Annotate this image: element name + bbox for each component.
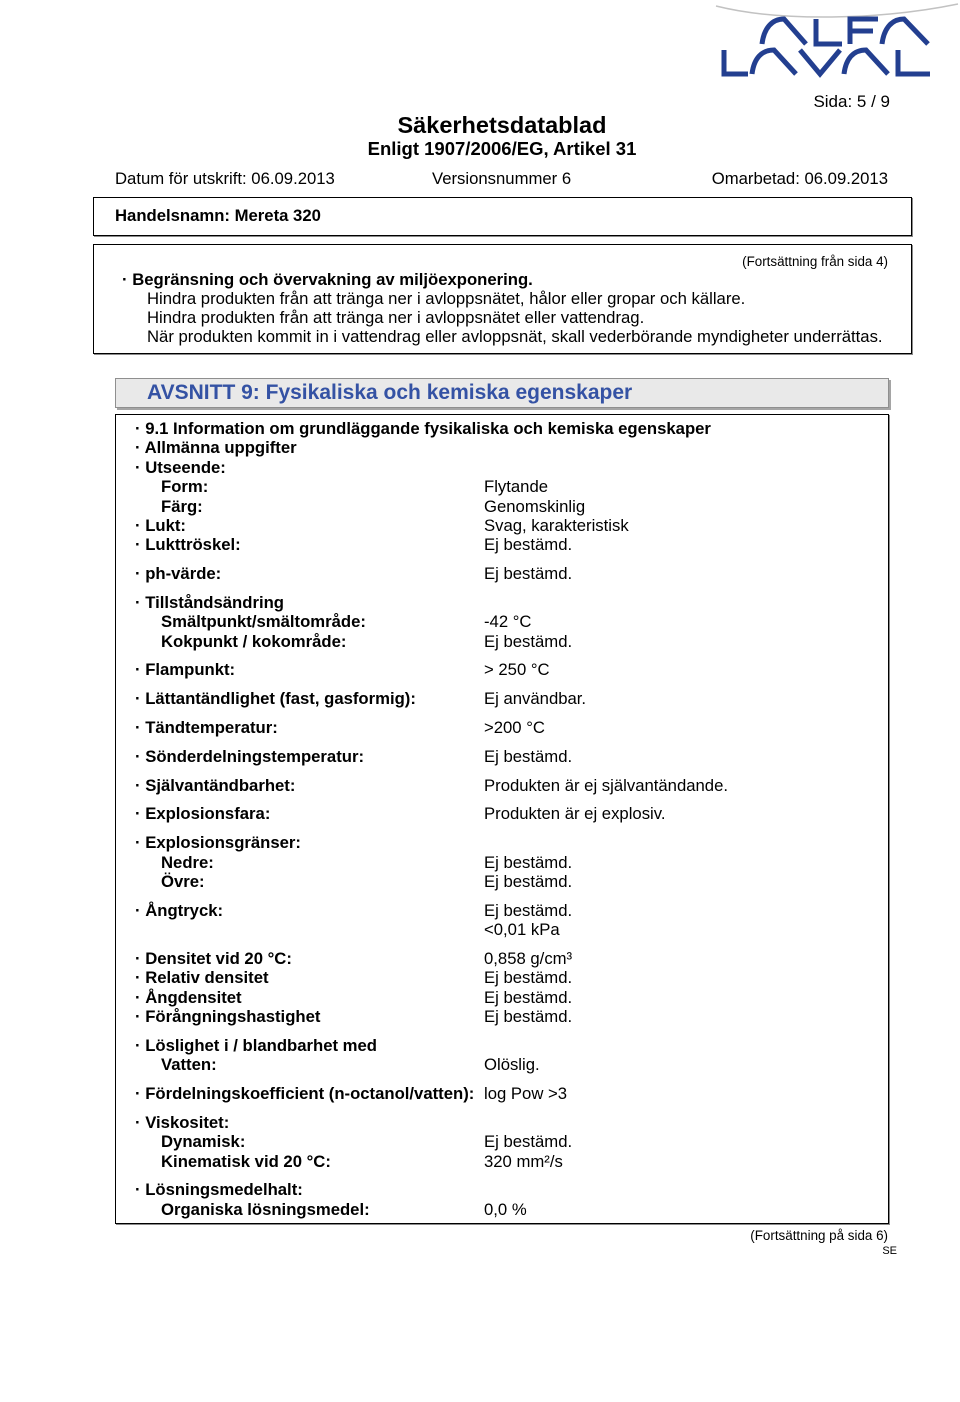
property-value: Ej bestämd. bbox=[484, 746, 573, 766]
property-value: Ej bestämd. bbox=[484, 900, 573, 920]
property-row bbox=[116, 1200, 888, 1219]
page-number: Sida: 5 / 9 bbox=[813, 92, 890, 111]
property-row bbox=[116, 1007, 888, 1026]
revised-date: Omarbetad: 06.09.2013 bbox=[711, 169, 888, 188]
property-row bbox=[116, 1036, 888, 1055]
property-label: Färg: bbox=[161, 496, 203, 516]
property-label: Smältpunkt/smältområde: bbox=[161, 612, 366, 632]
property-row bbox=[116, 872, 888, 891]
property-label: Dynamisk: bbox=[161, 1132, 246, 1152]
property-value: 0,858 g/cm³ bbox=[484, 948, 573, 968]
property-label: Form: bbox=[161, 477, 209, 497]
property-value: log Pow >3 bbox=[484, 1084, 568, 1104]
property-value: 320 mm²/s bbox=[484, 1151, 563, 1171]
property-value: > 250 °C bbox=[484, 660, 550, 680]
property-row bbox=[116, 477, 888, 496]
property-label: · Explosionsfara: bbox=[135, 804, 271, 824]
property-row bbox=[116, 593, 888, 612]
property-label: · Tändtemperatur: bbox=[135, 718, 278, 738]
property-value: Ej bestämd. bbox=[484, 631, 573, 651]
property-row bbox=[116, 564, 888, 583]
property-row bbox=[116, 497, 888, 516]
property-label: · Utseende: bbox=[135, 457, 226, 477]
property-value: Ej bestämd. bbox=[484, 1132, 573, 1152]
property-value: >200 °C bbox=[484, 718, 545, 738]
section-title: AVSNITT 9: Fysikaliska och kemiska egenskaper bbox=[147, 381, 633, 404]
property-value: Ej bestämd. bbox=[484, 987, 573, 1007]
property-row bbox=[116, 1055, 888, 1074]
logo-swoosh bbox=[716, 4, 958, 17]
property-value: Produkten är ej explosiv. bbox=[484, 804, 666, 824]
property-value: Svag, karakteristisk bbox=[484, 515, 629, 535]
continued-to-note: (Fortsättning på sida 6) bbox=[750, 1228, 888, 1243]
property-row bbox=[116, 833, 888, 852]
property-row bbox=[116, 776, 888, 795]
property-value: Olöslig. bbox=[484, 1055, 540, 1075]
property-value: <0,01 kPa bbox=[484, 920, 560, 940]
document-subtitle: Enligt 1907/2006/EG, Artikel 31 bbox=[367, 138, 637, 159]
property-row bbox=[116, 660, 888, 679]
property-label: · Viskositet: bbox=[135, 1112, 230, 1132]
property-row bbox=[116, 1113, 888, 1132]
property-value: Genomskinlig bbox=[484, 496, 586, 516]
property-row bbox=[116, 920, 888, 939]
property-label: · Fördelningskoefficient (n-octanol/vatten): bbox=[135, 1084, 475, 1104]
property-value: Ej bestämd. bbox=[484, 535, 573, 555]
property-label: · Lättantändlighet (fast, gasformig): bbox=[135, 689, 416, 709]
property-value: 0,0 % bbox=[484, 1199, 527, 1219]
trade-name: Handelsnamn: Mereta 320 bbox=[115, 206, 321, 225]
property-value: Flytande bbox=[484, 477, 549, 497]
property-label: · Sönderdelningstemperatur: bbox=[135, 746, 365, 766]
property-row bbox=[116, 747, 888, 766]
property-row bbox=[116, 901, 888, 920]
property-row bbox=[116, 419, 888, 438]
property-label: Kinematisk vid 20 °C: bbox=[161, 1151, 331, 1171]
property-label: · Densitet vid 20 °C: bbox=[135, 948, 292, 968]
property-label: · ph-värde: bbox=[135, 564, 222, 584]
trade-name-box bbox=[93, 197, 912, 236]
property-row bbox=[116, 1084, 888, 1103]
country-code: SE bbox=[882, 1245, 897, 1257]
version-number: Versionsnummer 6 bbox=[432, 169, 572, 188]
property-row bbox=[116, 988, 888, 1007]
property-row bbox=[116, 968, 888, 987]
section-header bbox=[115, 378, 889, 408]
property-value: Ej bestämd. bbox=[484, 852, 573, 872]
document-title: Säkerhetsdatablad bbox=[397, 112, 607, 138]
property-label: · Allmänna uppgifter bbox=[135, 438, 297, 458]
continuation-line: När produkten kommit in i vattendrag eller avloppsnät, skall vederbörande myndigheter underrättas. bbox=[147, 327, 883, 347]
property-label: Vatten: bbox=[161, 1055, 217, 1075]
property-value: Ej bestämd. bbox=[484, 1007, 573, 1027]
property-row bbox=[116, 949, 888, 968]
print-date: Datum för utskrift: 06.09.2013 bbox=[115, 169, 335, 188]
property-label: Nedre: bbox=[161, 852, 214, 872]
property-label: Organiska lösningsmedel: bbox=[161, 1199, 370, 1219]
property-label: · 9.1 Information om grundläggande fysikaliska och kemiska egenskaper bbox=[135, 419, 711, 438]
property-label: Övre: bbox=[161, 871, 205, 891]
continuation-heading: · Begränsning och övervakning av miljöexponering. bbox=[122, 270, 533, 290]
property-value: -42 °C bbox=[484, 612, 532, 632]
properties-box bbox=[115, 414, 889, 1224]
property-label: Kokpunkt / kokområde: bbox=[161, 631, 347, 651]
property-label: · Flampunkt: bbox=[135, 660, 236, 680]
property-label: · Ångdensitet bbox=[135, 987, 242, 1007]
property-row bbox=[116, 612, 888, 631]
property-row bbox=[116, 718, 888, 737]
property-label: · Explosionsgränser: bbox=[135, 833, 301, 853]
alfa-laval-logo bbox=[700, 0, 960, 85]
property-row bbox=[116, 1152, 888, 1171]
property-label: · Löslighet i / blandbarhet med bbox=[135, 1035, 377, 1055]
property-label: · Tillståndsändring bbox=[135, 592, 284, 612]
continuation-line: Hindra produkten från att tränga ner i avloppsnätet eller vattendrag. bbox=[147, 308, 645, 328]
property-label: · Relativ densitet bbox=[135, 968, 269, 988]
property-row bbox=[116, 689, 888, 708]
property-label: · Lukttröskel: bbox=[135, 535, 241, 555]
continued-from-note: (Fortsättning från sida 4) bbox=[742, 254, 888, 269]
property-label: · Självantändbarhet: bbox=[135, 775, 296, 795]
logo-lettering bbox=[724, 19, 930, 74]
property-row bbox=[116, 632, 888, 651]
property-value: Ej användbar. bbox=[484, 689, 587, 709]
property-label: · Lösningsmedelhalt: bbox=[135, 1180, 303, 1200]
property-value: Produkten är ej självantändande. bbox=[484, 775, 728, 795]
property-row bbox=[116, 438, 888, 457]
property-label: · Ångtryck: bbox=[135, 900, 224, 920]
property-value: Ej bestämd. bbox=[484, 968, 573, 988]
property-row bbox=[116, 1180, 888, 1199]
property-row bbox=[116, 804, 888, 823]
property-value: Ej bestämd. bbox=[484, 564, 573, 584]
property-row bbox=[116, 458, 888, 477]
continuation-line: Hindra produkten från att tränga ner i avloppsnätet, hålor eller gropar och källare. bbox=[147, 289, 746, 309]
continuation-box bbox=[93, 244, 912, 354]
property-value: Ej bestämd. bbox=[484, 871, 573, 891]
property-label: · Förångningshastighet bbox=[135, 1007, 321, 1027]
property-row bbox=[116, 535, 888, 554]
property-label: · Lukt: bbox=[135, 515, 186, 535]
property-row bbox=[116, 1132, 888, 1151]
property-row bbox=[116, 853, 888, 872]
property-row bbox=[116, 516, 888, 535]
